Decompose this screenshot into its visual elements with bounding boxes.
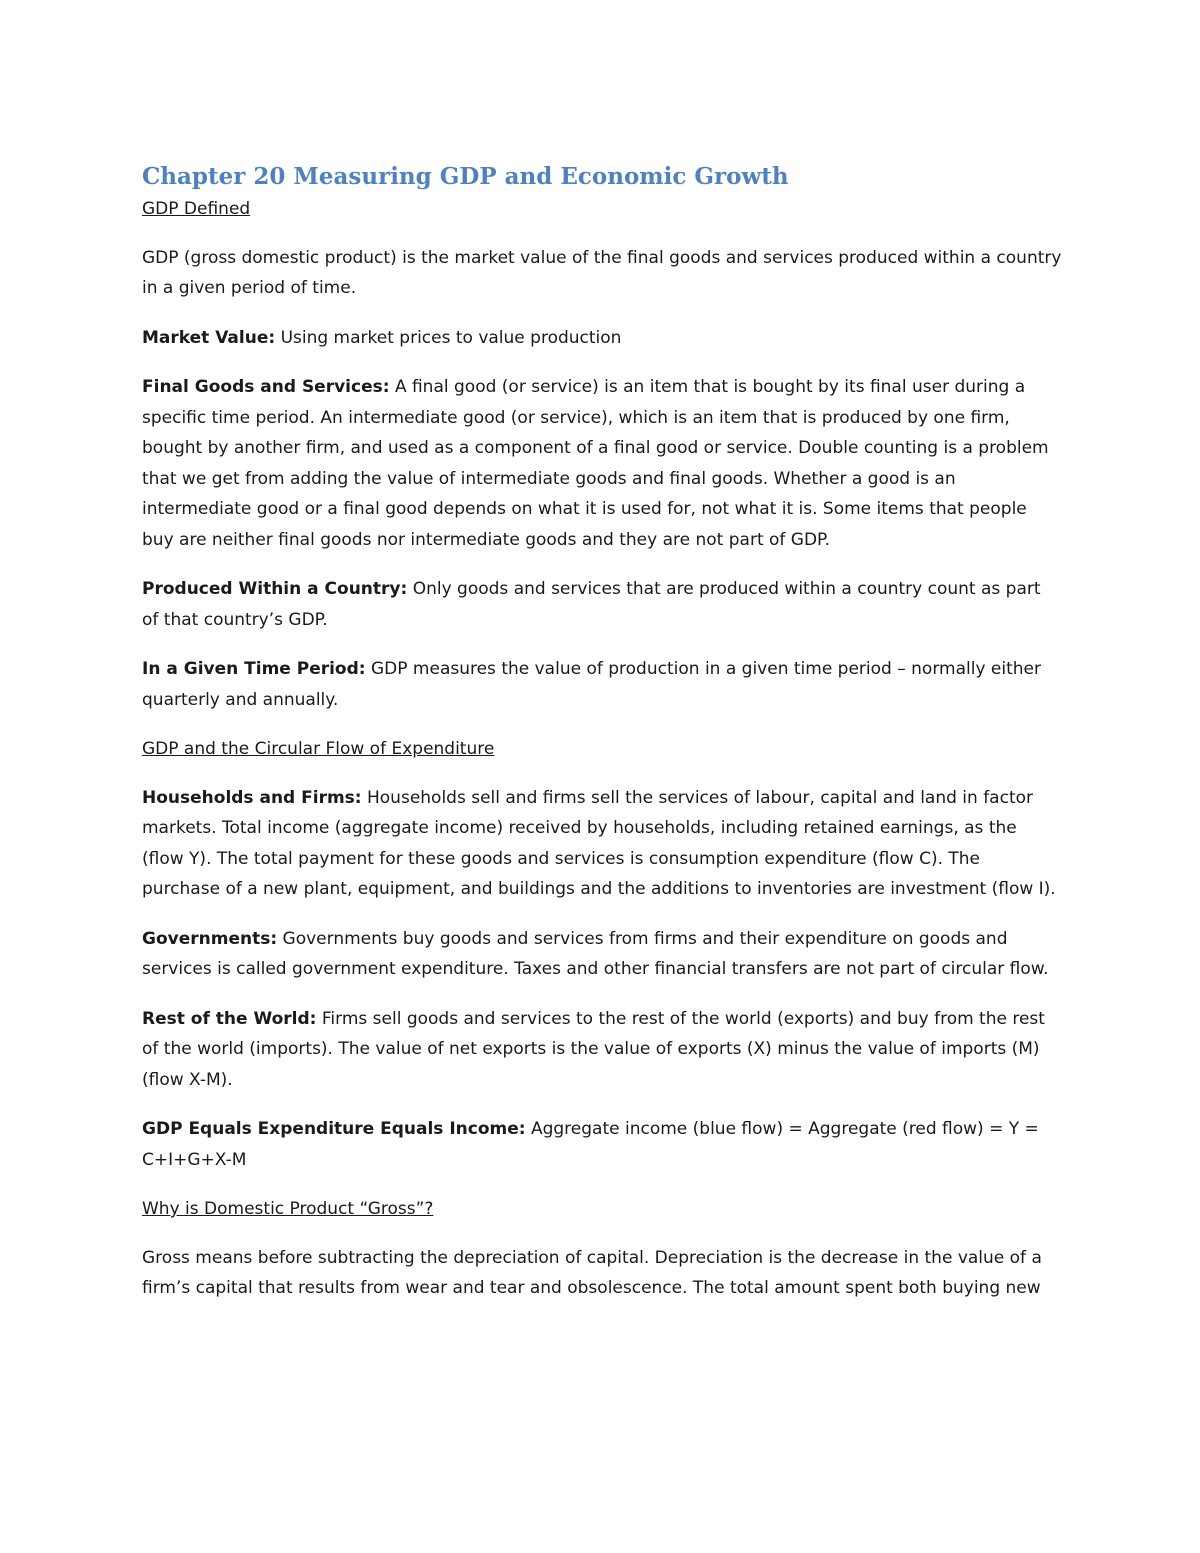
paragraph-text: Households sell and firms sell the services of labour, capital and land in factor markets. Total income (aggregate income) received by households, including retained earnings, as the (flow Y). The total payment for these goods and services is consumption expenditure (flow C). The purchase of a new plant, equipment, and buildings and the additions to inventories are investment (flow I). [142, 787, 1056, 899]
chapter-title: Chapter 20 Measuring GDP and Economic Growth [142, 163, 789, 190]
paragraph [142, 574, 1062, 635]
document-page [142, 160, 1062, 1323]
paragraph [142, 924, 1062, 985]
paragraph [142, 783, 1062, 905]
section-heading: GDP and the Circular Flow of Expenditure [142, 739, 495, 759]
paragraph-term: Rest of the World: [142, 1008, 317, 1029]
paragraph-text: Gross means before subtracting the depreciation of capital. Depreciation is the decrease in the value of a firm’s capital that results from wear and tear and obsolescence. The total amount spent both buying new [142, 1247, 1042, 1298]
paragraph-term: Final Goods and Services: [142, 377, 390, 397]
paragraph [142, 1243, 1062, 1304]
paragraph [142, 243, 1062, 304]
paragraph [142, 1114, 1062, 1175]
paragraph-text: Governments buy goods and services from firms and their expenditure on goods and services is called government expenditure. Taxes and other financial transfers are not part of circular flow. [142, 928, 1049, 979]
section-gross [142, 1194, 1062, 1304]
paragraph-text: Firms sell goods and services to the rest of the world (exports) and buy from the rest of the world (imports). The value of net exports is the value of exports (X) minus the value of imports (M) (flow X-M). [142, 1008, 1045, 1090]
paragraph [142, 372, 1062, 555]
paragraph-text: GDP (gross domestic product) is the market value of the final goods and services produced within a country in a given period of time. [142, 247, 1062, 298]
paragraph-term: Market Value: [142, 327, 276, 348]
paragraph-term: Governments: [142, 928, 278, 949]
paragraph-term: In a Given Time Period: [142, 659, 366, 679]
section-circular-flow [142, 734, 1062, 1175]
section-heading: Why is Domestic Product “Gross”? [142, 1199, 434, 1219]
paragraph [142, 323, 1062, 354]
paragraph-text: Only goods and services that are produced within a country count as part of that country’s GDP. [142, 579, 1041, 630]
paragraph-text: Aggregate income (blue flow) = Aggregate (red flow) = Y = C+I+G+X-M [142, 1119, 1039, 1170]
paragraph-text: GDP measures the value of production in a given time period – normally either quarterly and annually. [142, 659, 1041, 710]
paragraph [142, 1004, 1062, 1096]
paragraph [142, 654, 1062, 715]
paragraph-term: Households and Firms: [142, 787, 362, 808]
paragraph-term: GDP Equals Expenditure Equals Income: [142, 1119, 526, 1139]
paragraph-text: Using market prices to value production [280, 327, 622, 348]
paragraph-text: A final good (or service) is an item that is bought by its final user during a specific time period. An intermediate good (or service), which is an item that is produced by one firm, bought by another firm, and used as a component of a final good or service. Double counting is a problem that we get from adding the value of intermediate goods and final goods. Whether a good is an intermediate good or a final good depends on what it is used for, not what it is. Some items that people buy are neither final goods nor intermediate goods and they are not part of GDP. [142, 377, 1049, 550]
section-heading: GDP Defined [142, 199, 251, 219]
section-gdp-defined [142, 194, 1062, 715]
paragraph-term: Produced Within a Country: [142, 579, 408, 599]
